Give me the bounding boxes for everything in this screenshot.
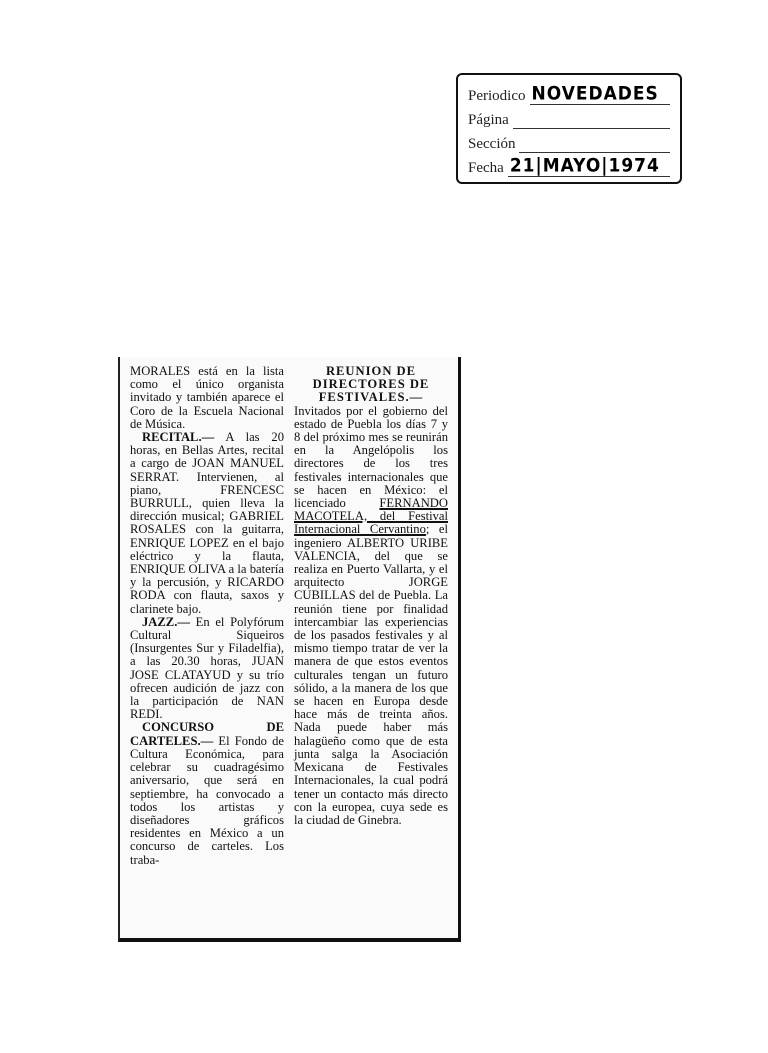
concurso-paragraph <box>130 721 284 866</box>
stamp-value-fecha: 21|MAYO|1974 <box>509 155 660 177</box>
stamp-value-periodico: NOVEDADES <box>531 83 659 105</box>
clipping-column-left <box>130 365 284 938</box>
stamp-line <box>519 134 670 153</box>
reunion-underlined-name: FERNANDO MACOTELA, del Festival Internacional Cervantino <box>294 496 448 537</box>
reunion-heading: REUNION DE DIRECTORES DE FESTIVALES.— <box>312 364 430 405</box>
stamp-line <box>508 155 670 177</box>
clipping-column-right <box>294 365 448 938</box>
recital-heading: RECITAL.— <box>142 430 215 445</box>
stamp-row-fecha <box>468 153 670 177</box>
stamp-label: Periodico <box>468 88 526 104</box>
concurso-body: El Fondo de Cultura Económica, para celebrar su cuadragésimo aniversario, que será en septiembre, ha convocado a todos los artistas y diseñadores gráficos residentes en México a un concurso de carteles. Los traba- <box>130 733 284 867</box>
archive-stamp <box>456 73 682 184</box>
clipping-columns <box>130 365 448 938</box>
stamp-line <box>530 83 671 105</box>
concurso-heading: CONCURSO DE CARTELES.— <box>130 720 284 748</box>
stamp-label: Página <box>468 112 509 128</box>
stamp-row-seccion <box>468 129 670 153</box>
jazz-paragraph <box>130 616 284 722</box>
reunion-paragraph <box>294 405 448 828</box>
stamp-row-periodico <box>468 81 670 105</box>
reunion-body-2: ; el ingeniero ALBERTO URIBE VALENCIA, del que se realiza en Puerto Vallarta, y el arquitecto JORGE CUBILLAS del de Puebla. La reunión tiene por finalidad intercambiar las experiencias de los pasados festivales y al mismo tiempo tratar de ver la manera de que estos eventos culturales tengan un futuro sólido, a la manera de los que se hacen en Europa desde hace más de treinta años. Nada puede haber más halagüeño como que de esta junta salga la Asociación Mexicana de Festivales Internacionales, la cual podrá tener un contacto más directo con la europea, cuya sede es la ciudad de Ginebra. <box>294 522 448 827</box>
intro-paragraph: MORALES está en la lista como el único organista invitado y también aparece el Coro de la Escuela Nacional de Música. <box>130 364 284 431</box>
newspaper-clipping <box>118 357 461 942</box>
recital-body: A las 20 horas, en Bellas Artes, recital a cargo de JOAN MANUEL SERRAT. Intervienen, al piano, FRENCESC BURRULL, quien lleva la dirección musical; GABRIEL ROSALES con la guitarra, ENRIQUE LOPEZ en el bajo eléctrico y la flauta, ENRIQUE OLIVA a la batería y la percusión, y RICARDO RODA con flauta, saxos y clarinete bajo. <box>130 430 284 616</box>
stamp-line <box>513 110 670 129</box>
reunion-body-1: Invitados por el gobierno del estado de Puebla los días 7 y 8 del próximo mes se reunirán en la Angelópolis los directores de los tres festivales internacionales que se hacen en México: el licenciado <box>294 403 448 511</box>
stamp-label: Sección <box>468 136 516 152</box>
recital-paragraph <box>130 431 284 616</box>
stamp-label: Fecha <box>468 160 504 176</box>
jazz-body: En el Polyfórum Cultural Siqueiros (Insurgentes Sur y Filadelfia), a las 20.30 horas, JUAN JOSE CLATAYUD y su trío ofrecen audición de jazz con la participación de NAN REDI. <box>130 614 284 722</box>
stamp-row-pagina <box>468 105 670 129</box>
jazz-heading: JAZZ.— <box>142 614 190 629</box>
